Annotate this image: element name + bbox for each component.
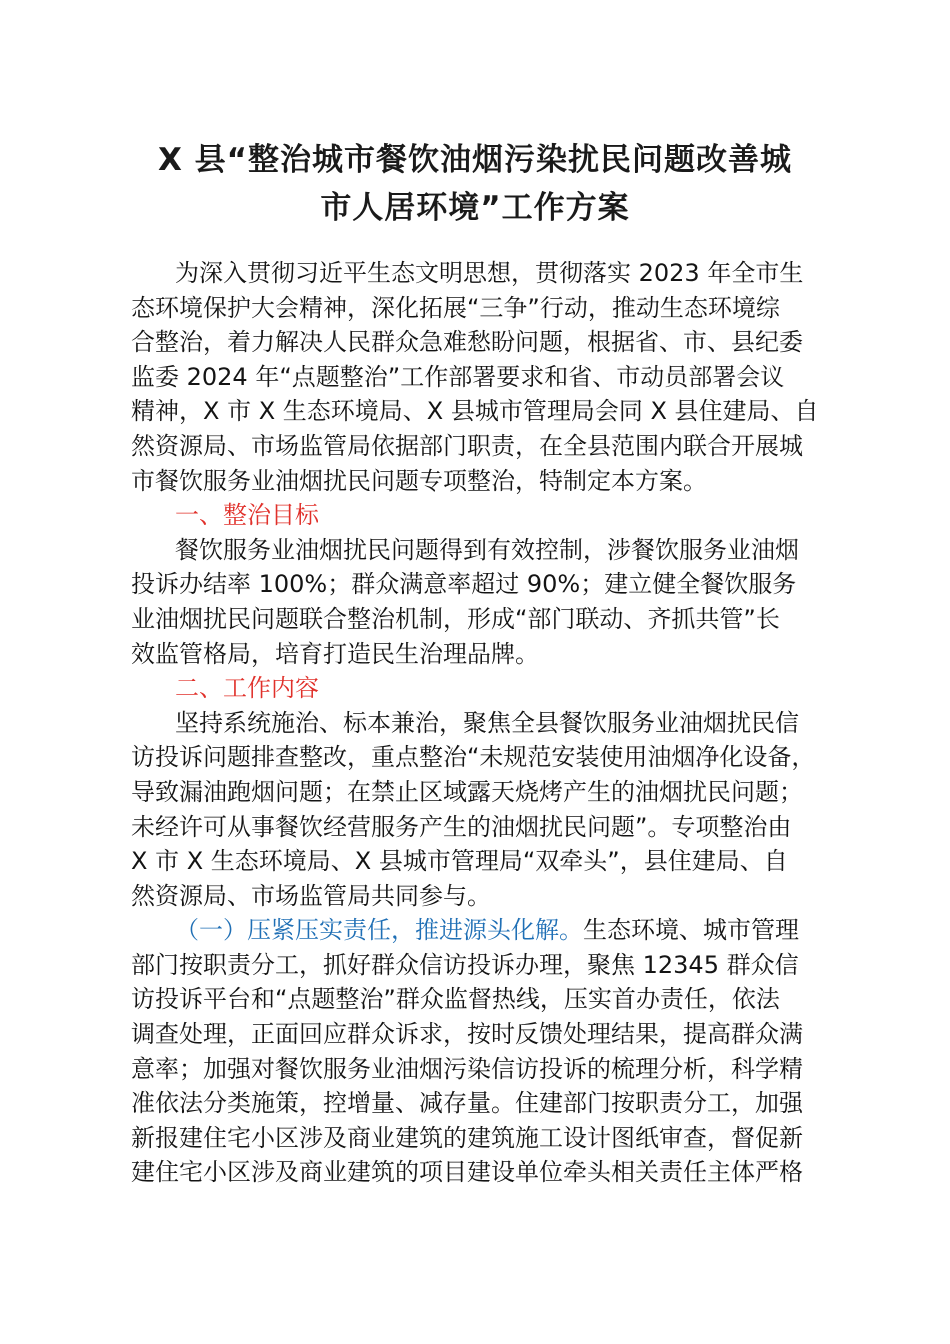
paragraph-line: 访投诉问题排查整改，重点整治“未规范安装使用油烟净化设备， — [131, 743, 816, 772]
subsection-heading: （一）压紧压实责任，推进源头化解。 — [175, 916, 583, 945]
paragraph-line: 合整治，着力解决人民群众急难愁盼问题，根据省、市、县纪委 — [131, 328, 803, 357]
document-title-line-2: 市人居环境”工作方案 — [320, 190, 630, 226]
document-title-line-1: X 县“整治城市餐饮油烟污染扰民问题改善城 — [157, 142, 793, 178]
paragraph-line: 准依法分类施策，控增量、减存量。住建部门按职责分工，加强 — [131, 1089, 803, 1118]
subsection-first-line — [131, 913, 861, 948]
paragraph-line: 态环境保护大会精神，深化拓展“三争”行动，推动生态环境综 — [131, 293, 780, 322]
paragraph-line: 建住宅小区涉及商业建筑的项目建设单位牵头相关责任主体严格 — [131, 1158, 803, 1187]
paragraph-line: 投诉办结率 100%；群众满意率超过 90%；建立健全餐饮服务 — [131, 570, 797, 599]
paragraph-line: 为深入贯彻习近平生态文明思想，贯彻落实 2023 年全市生 — [175, 259, 804, 287]
paragraph-line: 然资源局、市场监管局共同参与。 — [131, 881, 491, 910]
paragraph-line: 坚持系统施治、标本兼治，聚焦全县餐饮服务业油烟扰民信 — [175, 708, 799, 737]
paragraph-line: 意率；加强对餐饮服务业油烟污染信访投诉的梳理分析，科学精 — [131, 1054, 803, 1083]
paragraph-line: 精神，X 市 X 生态环境局、X 县城市管理局会同 X 县住建局、自 — [131, 397, 819, 426]
paragraph-line: X 市 X 生态环境局、X 县城市管理局“双牵头”，县住建局、自 — [131, 847, 788, 876]
paragraph-line: 效监管格局，培育打造民生治理品牌。 — [131, 639, 539, 668]
paragraph-line: 部门按职责分工，抓好群众信访投诉办理，聚焦 12345 群众信 — [131, 950, 799, 979]
document-body — [131, 256, 861, 1190]
section-heading: 二、工作内容 — [175, 674, 319, 703]
paragraph-line: 新报建住宅小区涉及商业建筑的建筑施工设计图纸审查，督促新 — [131, 1123, 803, 1152]
paragraph-line: 调查处理，正面回应群众诉求，按时反馈处理结果，提高群众满 — [131, 1020, 803, 1049]
section-heading: 一、整治目标 — [175, 501, 319, 530]
paragraph-line: 餐饮服务业油烟扰民问题得到有效控制，涉餐饮服务业油烟 — [175, 535, 799, 564]
paragraph-line: 监委 2024 年“点题整治”工作部署要求和省、市动员部署会议 — [131, 362, 785, 391]
paragraph-line: 业油烟扰民问题联合整治机制，形成“部门联动、齐抓共管”长 — [131, 604, 780, 633]
paragraph-line: 未经许可从事餐饮经营服务产生的油烟扰民问题”。专项整治由 — [131, 812, 792, 841]
paragraph-text: 生态环境、城市管理 — [583, 916, 799, 945]
paragraph-line: 导致漏油跑烟问题；在禁止区域露天烧烤产生的油烟扰民问题； — [131, 777, 803, 806]
paragraph-line: 访投诉平台和“点题整治”群众监督热线，压实首办责任，依法 — [131, 985, 780, 1014]
paragraph-line: 市餐饮服务业油烟扰民问题专项整治，特制定本方案。 — [131, 466, 707, 495]
paragraph-line: 然资源局、市场监管局依据部门职责，在全县范围内联合开展城 — [131, 431, 803, 460]
